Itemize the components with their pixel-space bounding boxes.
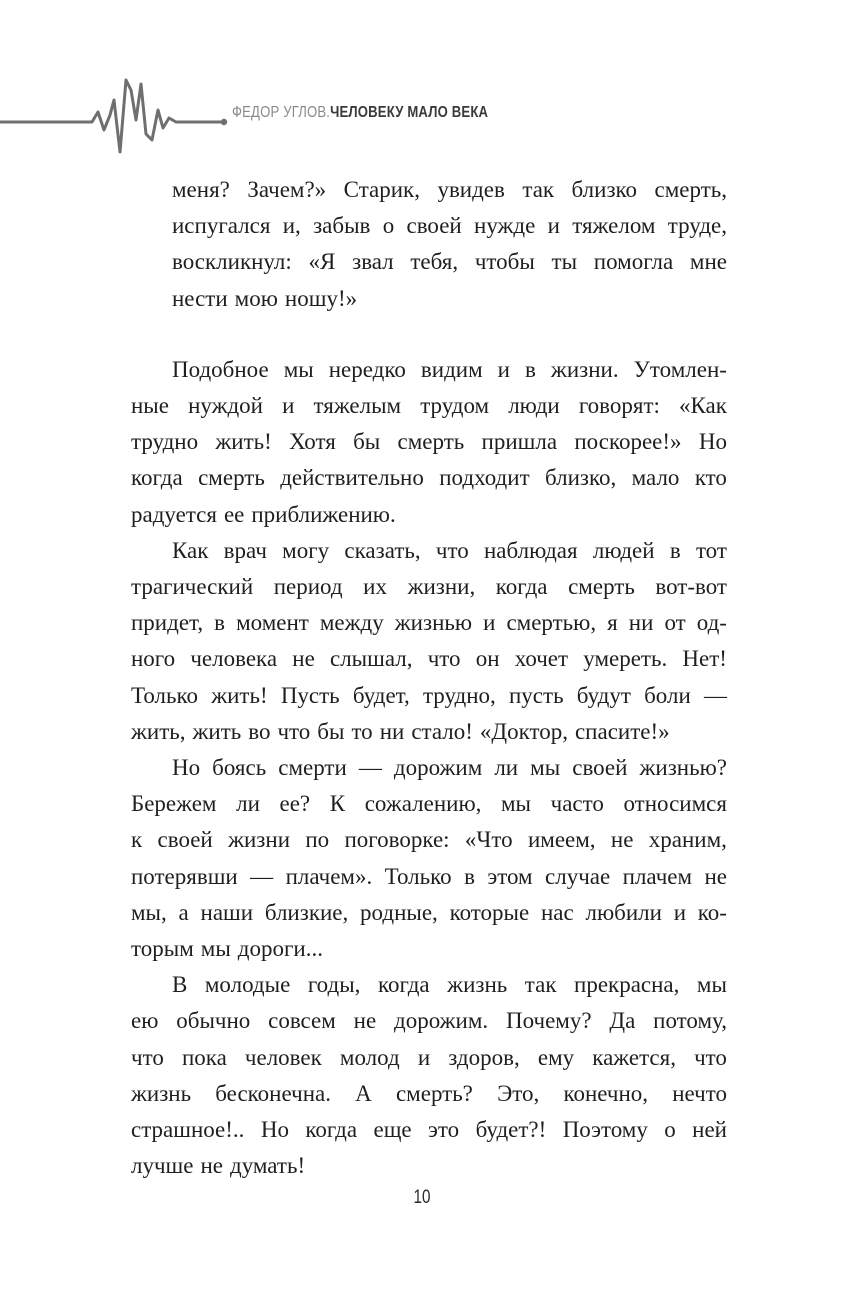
header-author: ФЕДОР УГЛОВ. (232, 104, 331, 121)
text-line: к своей жизни по поговорке: «Что имеем, не храним, (131, 827, 727, 853)
text-line: мы, а наши близкие, родные, которые нас любили и ко- (131, 899, 727, 925)
paragraph (131, 750, 727, 967)
text-line: когда смерть действительно подходит близко, мало кто (131, 465, 727, 491)
text-line: меня? Зачем?» Старик, увидев так близко смерть, (172, 177, 727, 202)
text-line: нести мою ношу!» (172, 285, 358, 311)
text-line: жить, жить во что бы то ни стало! «Доктор, спасите!» (131, 718, 670, 744)
text-line: трагический период их жизни, когда смерть вот-вот (131, 574, 727, 600)
page-body (131, 172, 727, 1184)
text-line: лучше не думать! (131, 1153, 306, 1179)
paragraph (131, 533, 727, 750)
heartbeat-line-icon (0, 70, 240, 160)
running-head-text (232, 104, 488, 122)
text-line: Только жить! Пусть будет, трудно, пусть будут боли — (131, 682, 727, 708)
text-line: ного человека не слышал, что он хочет умереть. Нет! (131, 646, 727, 672)
text-line: Как врач могу сказать, что наблюдая людей в тот (172, 537, 727, 563)
text-line: Подобное мы нередко видим и в жизни. Утомлен- (172, 356, 727, 382)
quote-continuation (172, 172, 727, 317)
header-book-title: ЧЕЛОВЕКУ МАЛО ВЕКА (330, 104, 489, 121)
paragraph (131, 352, 727, 533)
text-line: потерявши — плачем». Только в этом случае плачем не (131, 863, 727, 889)
text-line: трудно жить! Хотя бы смерть пришла поскорее!» Но (131, 429, 727, 455)
text-line: ею обычно совсем не дорожим. Почему? Да потому, (131, 1008, 727, 1034)
text-line: жизнь бесконечна. А смерть? Это, конечно, нечто (131, 1080, 727, 1106)
text-line: Бережем ли ее? К сожалению, мы часто относимся (131, 791, 727, 817)
running-header (0, 70, 844, 160)
text-line: Но боясь смерти — дорожим ли мы своей жизнью? (172, 755, 727, 781)
text-line: придет, в момент между жизнью и смертью, я ни от од- (131, 610, 727, 636)
paragraph (131, 967, 727, 1184)
page-number: 10 (413, 1187, 431, 1208)
text-line: ные нуждой и тяжелым трудом люди говорят: «Как (131, 393, 727, 419)
text-line: радуется ее приближению. (131, 501, 396, 527)
text-line: что пока человек молод и здоров, ему кажется, что (131, 1044, 727, 1070)
text-line: испугался и, забыв о своей нужде и тяжелом труде, (172, 213, 727, 239)
text-line: воскликнул: «Я звал тебя, чтобы ты помогла мне (172, 249, 727, 275)
text-line: торым мы дороги... (131, 936, 323, 962)
text-line: В молодые годы, когда жизнь так прекрасна, мы (172, 972, 727, 998)
text-line: страшное!.. Но когда еще это будет?! Поэтому о ней (131, 1117, 727, 1143)
